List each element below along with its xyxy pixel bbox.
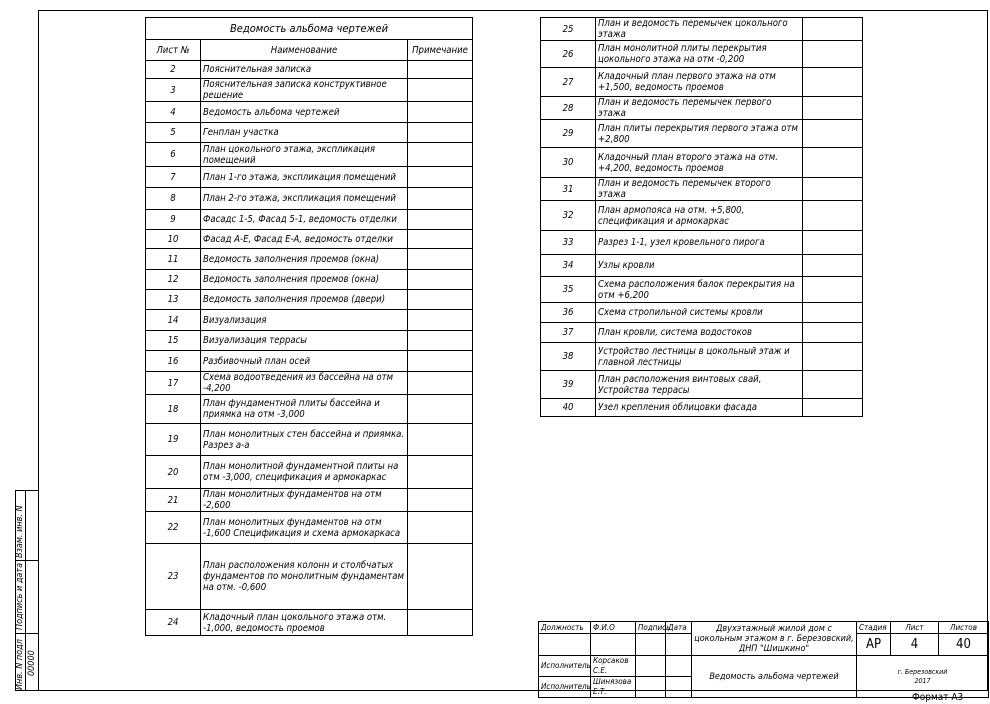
sheet-number: 20 bbox=[146, 456, 201, 489]
sheet-note bbox=[408, 512, 473, 544]
table-row bbox=[541, 68, 863, 97]
sheet-number: 28 bbox=[541, 97, 596, 120]
sheet-number: 29 bbox=[541, 120, 596, 148]
sheet-number: 18 bbox=[146, 395, 201, 424]
table-row bbox=[541, 18, 863, 41]
sheet-value: 4 bbox=[891, 634, 939, 656]
sheet-number: 3 bbox=[146, 79, 201, 102]
sheet-number: 40 bbox=[541, 399, 596, 417]
sheet-number: 6 bbox=[146, 143, 201, 167]
sheet-name: План и ведомость перемычек цокольного этажа bbox=[596, 18, 803, 41]
table-row bbox=[146, 310, 473, 331]
table-row bbox=[146, 372, 473, 395]
sheet-note bbox=[408, 395, 473, 424]
sheet-number: 39 bbox=[541, 371, 596, 399]
sheet-number: 16 bbox=[146, 351, 201, 372]
table-row bbox=[146, 456, 473, 489]
sheet-note bbox=[408, 290, 473, 310]
sheet-note bbox=[803, 255, 863, 277]
sheet-note bbox=[803, 178, 863, 201]
table-row bbox=[146, 61, 473, 79]
sheet-note bbox=[408, 210, 473, 230]
table-row bbox=[541, 201, 863, 231]
table-row bbox=[146, 249, 473, 270]
table-row bbox=[541, 255, 863, 277]
sheet-name: Разрез 1-1, узел кровельного пирога bbox=[596, 231, 803, 255]
sheet-name: Пояснительная записка конструктивное решение bbox=[201, 79, 408, 102]
table-row bbox=[146, 395, 473, 424]
stamp-col-sign: Подпись bbox=[636, 622, 666, 634]
table-row bbox=[146, 79, 473, 102]
sheet-name: Кладочный план цокольного этажа отм. -1,000, ведомость проемов bbox=[201, 610, 408, 636]
table-row bbox=[146, 424, 473, 456]
table-row bbox=[146, 489, 473, 512]
table-row bbox=[541, 343, 863, 371]
sheet-note bbox=[408, 270, 473, 290]
sheet-number: 15 bbox=[146, 331, 201, 351]
sheet-note bbox=[408, 456, 473, 489]
table-row bbox=[541, 97, 863, 120]
header-name: Наименование bbox=[201, 40, 408, 61]
sheet-name: План монолитных фундаментов на отм -1,600 Спецификация и схема армокаркаса bbox=[201, 512, 408, 544]
sheet-name: Фасад А-Е, Фасад Е-А, ведомость отделки bbox=[201, 230, 408, 249]
drawing-title: Ведомость альбома чертежей bbox=[692, 656, 857, 698]
stage-value: АР bbox=[857, 634, 891, 656]
table-row bbox=[146, 210, 473, 230]
table-row bbox=[541, 399, 863, 417]
sheet-note bbox=[803, 277, 863, 303]
sheet-note bbox=[408, 424, 473, 456]
role-2: Исполнитель bbox=[539, 677, 591, 698]
sheet-note bbox=[803, 323, 863, 343]
sheet-name: Устройство лестницы в цокольный этаж и главной лестницы bbox=[596, 343, 803, 371]
sheet-note bbox=[803, 120, 863, 148]
sheet-number: 21 bbox=[146, 489, 201, 512]
table-row bbox=[146, 167, 473, 188]
sheet-note bbox=[803, 371, 863, 399]
sheet-number: 9 bbox=[146, 210, 201, 230]
table-row bbox=[541, 120, 863, 148]
sheet-number: 10 bbox=[146, 230, 201, 249]
table-row bbox=[146, 544, 473, 610]
doc-code: 00000 bbox=[27, 650, 37, 676]
title-block bbox=[538, 621, 988, 696]
sheet-name: Генплан участка bbox=[201, 123, 408, 143]
stamp-col-date: Дата bbox=[666, 622, 692, 634]
sheet-name: План расположения колонн и столбчатых фундаментов по монолитным фундаментам на отм. -0,600 bbox=[201, 544, 408, 610]
sheet-number: 8 bbox=[146, 188, 201, 210]
sheet-number: 33 bbox=[541, 231, 596, 255]
table-row bbox=[146, 143, 473, 167]
sheet-name: Узлы кровли bbox=[596, 255, 803, 277]
sheet-number: 19 bbox=[146, 424, 201, 456]
sheet-note bbox=[803, 68, 863, 97]
header-note: Примечание bbox=[408, 40, 473, 61]
sheet-name: План армопояса на отм. +5,800, спецификация и армокаркас bbox=[596, 201, 803, 231]
sheet-name: Визуализация террасы bbox=[201, 331, 408, 351]
sheet-name: План и ведомость перемычек первого этажа bbox=[596, 97, 803, 120]
city: г. Березовский bbox=[897, 667, 948, 676]
sheet-name: Фасадс 1-5, Фасад 5-1, ведомость отделки bbox=[201, 210, 408, 230]
sheet-name: План цокольного этажа, экспликация помещений bbox=[201, 143, 408, 167]
side-stamp bbox=[15, 490, 38, 691]
sheet-name: План монолитной плиты перекрытия цокольного этажа на отм -0,200 bbox=[596, 41, 803, 68]
sheet-number: 35 bbox=[541, 277, 596, 303]
table-row bbox=[541, 148, 863, 178]
table-row bbox=[146, 512, 473, 544]
sheet-name: Схема стропильной системы кровли bbox=[596, 303, 803, 323]
sheet-note bbox=[408, 230, 473, 249]
sheet-number: 30 bbox=[541, 148, 596, 178]
stamp-col-position: Должность bbox=[539, 622, 591, 634]
year: 2017 bbox=[914, 676, 931, 685]
sheet-number: 23 bbox=[146, 544, 201, 610]
sheet-number: 2 bbox=[146, 61, 201, 79]
sheet-number: 11 bbox=[146, 249, 201, 270]
sheets-label: Листов bbox=[939, 622, 989, 634]
sheet-number: 27 bbox=[541, 68, 596, 97]
sheet-note bbox=[408, 249, 473, 270]
sheet-note bbox=[803, 97, 863, 120]
table-row bbox=[146, 290, 473, 310]
sheet-name: План расположения винтовых свай, Устройства террасы bbox=[596, 371, 803, 399]
sheet-number: 7 bbox=[146, 167, 201, 188]
sheet-note bbox=[408, 102, 473, 123]
table-row bbox=[541, 303, 863, 323]
sheet-name: Разбивочный план осей bbox=[201, 351, 408, 372]
table-row bbox=[146, 102, 473, 123]
table-row bbox=[541, 371, 863, 399]
sheet-name: Ведомость заполнения проемов (окна) bbox=[201, 249, 408, 270]
table-row bbox=[146, 123, 473, 143]
sheet-number: 34 bbox=[541, 255, 596, 277]
sheet-note bbox=[408, 310, 473, 331]
sheet-note bbox=[408, 61, 473, 79]
sheet-name: Ведомость альбома чертежей bbox=[201, 102, 408, 123]
sheet-name: Ведомость заполнения проемов (окна) bbox=[201, 270, 408, 290]
sheet-list-table-right bbox=[540, 17, 863, 417]
sheet-note bbox=[408, 489, 473, 512]
sheet-number: 26 bbox=[541, 41, 596, 68]
role-1: Исполнитель bbox=[539, 656, 591, 677]
sheet-number: 32 bbox=[541, 201, 596, 231]
table-row bbox=[146, 610, 473, 636]
table-row bbox=[541, 178, 863, 201]
sheet-note bbox=[408, 351, 473, 372]
header-num: Лист № bbox=[146, 40, 201, 61]
replace-inv-label: Взам. инв. N bbox=[15, 505, 25, 558]
sheet-note bbox=[803, 18, 863, 41]
table-row bbox=[146, 351, 473, 372]
sheet-number: 25 bbox=[541, 18, 596, 41]
sheet-name: Кладочный план первого этажа на отм +1,500, ведомость проемов bbox=[596, 68, 803, 97]
sheet-note bbox=[803, 148, 863, 178]
sheet-name: Ведомость заполнения проемов (двери) bbox=[201, 290, 408, 310]
sheet-number: 36 bbox=[541, 303, 596, 323]
name-2: Шинязова Е.Т. bbox=[591, 677, 636, 698]
sheet-note bbox=[803, 303, 863, 323]
sheet-number: 13 bbox=[146, 290, 201, 310]
sheet-note bbox=[408, 143, 473, 167]
sheet-number: 37 bbox=[541, 323, 596, 343]
sheets-value: 40 bbox=[939, 634, 989, 656]
sign-date-label: Подпись и дата bbox=[15, 562, 25, 630]
table-row bbox=[146, 270, 473, 290]
sheet-name: План монолитных стен бассейна и приямка. Разрез а-а bbox=[201, 424, 408, 456]
table-row bbox=[541, 277, 863, 303]
table-row bbox=[541, 231, 863, 255]
sheet-note bbox=[408, 123, 473, 143]
stage-label: Стадия bbox=[857, 622, 891, 634]
table-row bbox=[541, 323, 863, 343]
sheet-note bbox=[408, 331, 473, 351]
sheet-number: 22 bbox=[146, 512, 201, 544]
table-row bbox=[541, 41, 863, 68]
sheet-number: 12 bbox=[146, 270, 201, 290]
sheet-note bbox=[408, 372, 473, 395]
table-row bbox=[146, 230, 473, 249]
sheet-number: 17 bbox=[146, 372, 201, 395]
sheet-name: Узел крепления облицовки фасада bbox=[596, 399, 803, 417]
sheet-note bbox=[803, 399, 863, 417]
sheet-name: Схема расположения балок перекрытия на отм +6,200 bbox=[596, 277, 803, 303]
project-title: Двухэтажный жилой дом с цокольным этажом в г. Березовский, ДНП "Шишкино" bbox=[692, 622, 857, 656]
sheet-number: 38 bbox=[541, 343, 596, 371]
sheet-name: План монолитной фундаментной плиты на отм -3,000, спецификация и армокаркас bbox=[201, 456, 408, 489]
sheet-number: 5 bbox=[146, 123, 201, 143]
sheet-name: План и ведомость перемычек второго этажа bbox=[596, 178, 803, 201]
sheet-name: Пояснительная записка bbox=[201, 61, 408, 79]
sheet-number: 31 bbox=[541, 178, 596, 201]
sheet-note bbox=[803, 343, 863, 371]
sheet-note bbox=[408, 188, 473, 210]
sheet-number: 4 bbox=[146, 102, 201, 123]
sheet-name: План фундаментной плиты бассейна и приямка на отм -3,000 bbox=[201, 395, 408, 424]
sheet-name: План 2-го этажа, экспликация помещений bbox=[201, 188, 408, 210]
sheet-number: 14 bbox=[146, 310, 201, 331]
sheet-note bbox=[803, 231, 863, 255]
sheet-note bbox=[408, 167, 473, 188]
sheet-list-title: Ведомость альбома чертежей bbox=[146, 18, 473, 40]
sheet-name: План кровли, система водостоков bbox=[596, 323, 803, 343]
sheet-list-table-left bbox=[145, 17, 473, 636]
sheet-name: План плиты перекрытия первого этажа отм +2,800 bbox=[596, 120, 803, 148]
sheet-number: 24 bbox=[146, 610, 201, 636]
sheet-label: Лист bbox=[891, 622, 939, 634]
sheet-name: Схема водоотведения из бассейна на отм -4,200 bbox=[201, 372, 408, 395]
sheet-name: Кладочный план второго этажа на отм. +4,200, ведомость проемов bbox=[596, 148, 803, 178]
sheet-note bbox=[803, 201, 863, 231]
sheet-name: План монолитных фундаментов на отм -2,600 bbox=[201, 489, 408, 512]
sheet-note bbox=[408, 610, 473, 636]
table-row bbox=[146, 188, 473, 210]
table-row bbox=[146, 331, 473, 351]
format-label: Формат А3 bbox=[912, 692, 964, 703]
stamp-col-name: Ф.И.О bbox=[591, 622, 636, 634]
sheet-note bbox=[408, 79, 473, 102]
inv-orig-label: Инв. N подл bbox=[15, 639, 25, 690]
sheet-note bbox=[803, 41, 863, 68]
sheet-note bbox=[408, 544, 473, 610]
sheet-name: План 1-го этажа, экспликация помещений bbox=[201, 167, 408, 188]
sheet-name: Визуализация bbox=[201, 310, 408, 331]
name-1: Корсаков С.Е. bbox=[591, 656, 636, 677]
